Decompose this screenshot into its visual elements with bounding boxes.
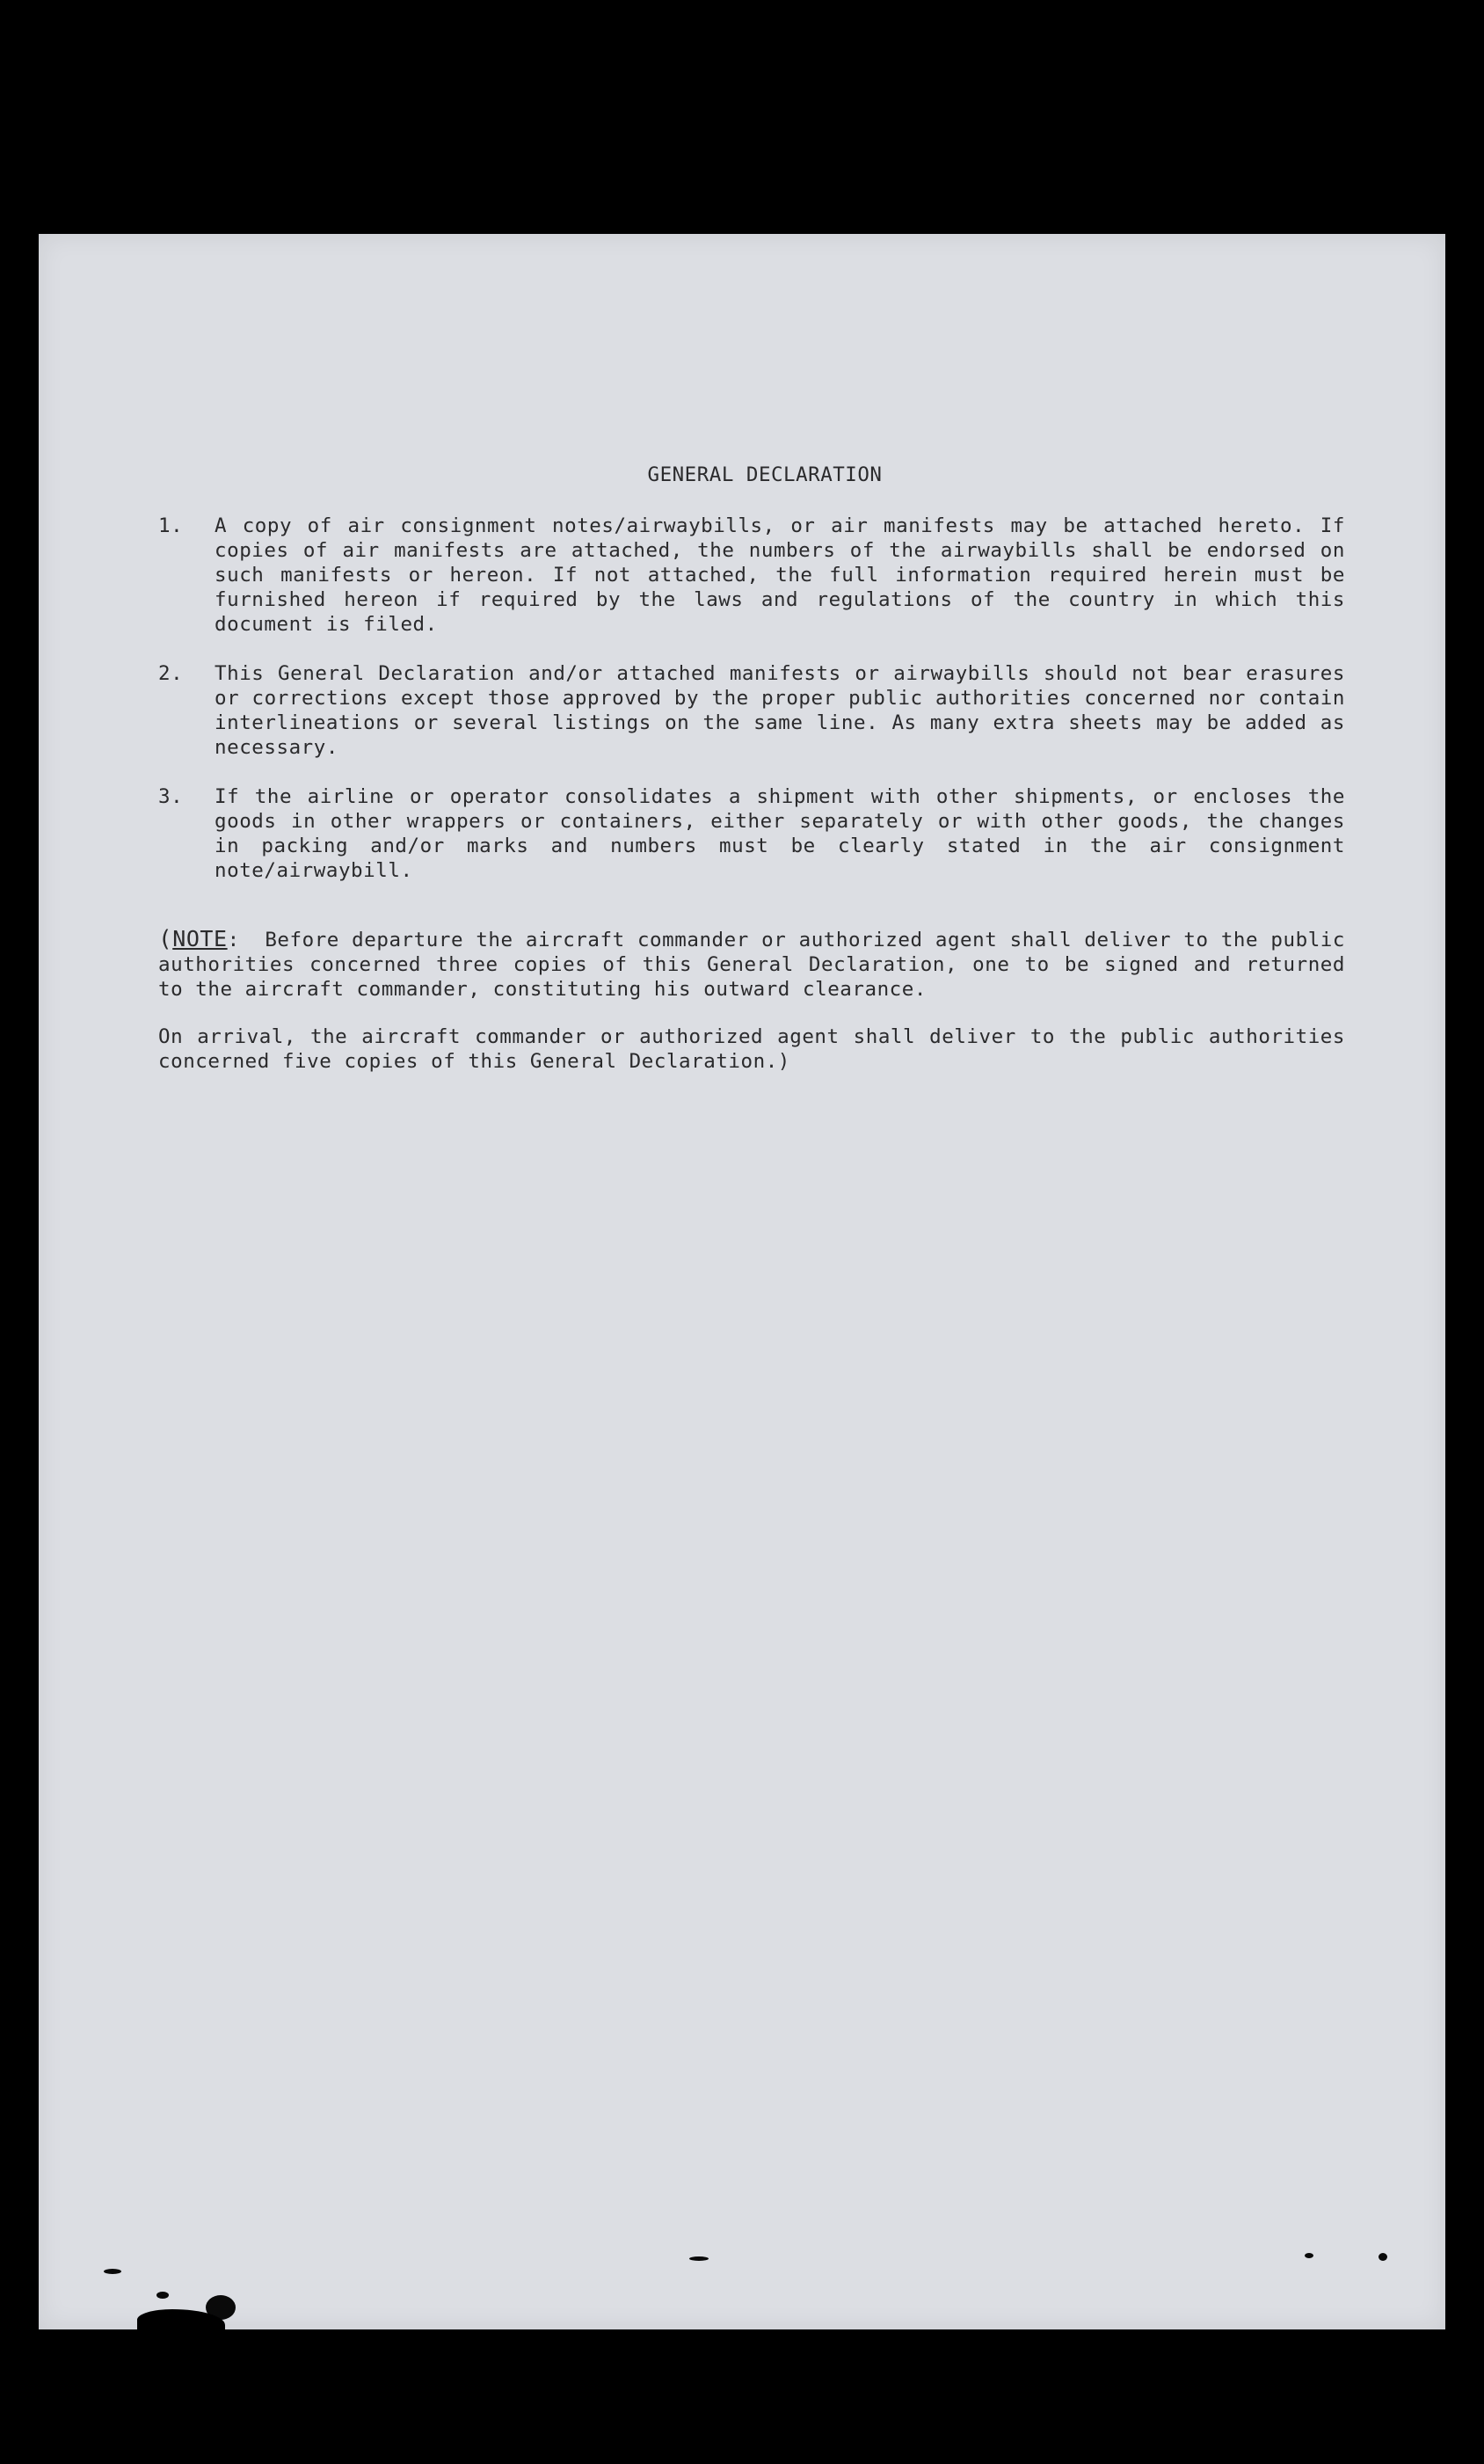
item-number: 1. — [158, 514, 184, 537]
item-text: If the airline or operator consolidates a shipment with other shipments, or encloses the goods in other wrappers or containers, either separately or with other goods, the changes in packing and/or marks and numbers must be clearly stated in the air consignment note/airwaybill. — [215, 785, 1345, 882]
item-number: 3. — [158, 785, 184, 808]
item-number: 2. — [158, 662, 184, 685]
document-page — [39, 234, 1445, 2329]
arrival-paragraph: On arrival, the aircraft commander or authorized agent shall deliver to the public authorities concerned five copies of this General Declaration.) — [158, 1025, 1345, 1073]
item-text: A copy of air consignment notes/airwaybills, or air manifests may be attached hereto. If copies of air manifests are attached, the numbers of the airwaybills shall be endorsed on such manifests or hereon. If not attached, the full information required herein must be furnished hereon if required by the laws and regulations of the country in which this document is filed. — [215, 514, 1345, 636]
scan-speck — [104, 2269, 121, 2274]
note-paragraph — [158, 927, 1345, 1002]
document-body — [158, 463, 1345, 1074]
scan-speck — [1379, 2253, 1387, 2261]
scan-speck — [156, 2292, 169, 2299]
list-item — [158, 784, 1345, 883]
note-text: Before departure the aircraft commander or authorized agent shall deliver to the public authorities concerned three copies of this General Declaration, one to be signed and returned to the aircraft commander, constituting his outward clearance. — [158, 929, 1345, 1001]
document-title: GENERAL DECLARATION — [647, 463, 883, 486]
scan-speck — [689, 2256, 709, 2261]
note-open-paren: ( — [158, 926, 173, 952]
item-text: This General Declaration and/or attached manifests or airwaybills should not bear erasures or corrections except those approved by the proper public authorities concerned nor contain interlineations or several listings on the same line. As many extra sheets may be added as necessary. — [215, 662, 1345, 759]
note-colon: : — [227, 929, 240, 951]
list-item — [158, 661, 1345, 760]
note-label: NOTE — [172, 926, 228, 951]
list-item — [158, 514, 1345, 637]
scan-speck — [1305, 2253, 1313, 2258]
